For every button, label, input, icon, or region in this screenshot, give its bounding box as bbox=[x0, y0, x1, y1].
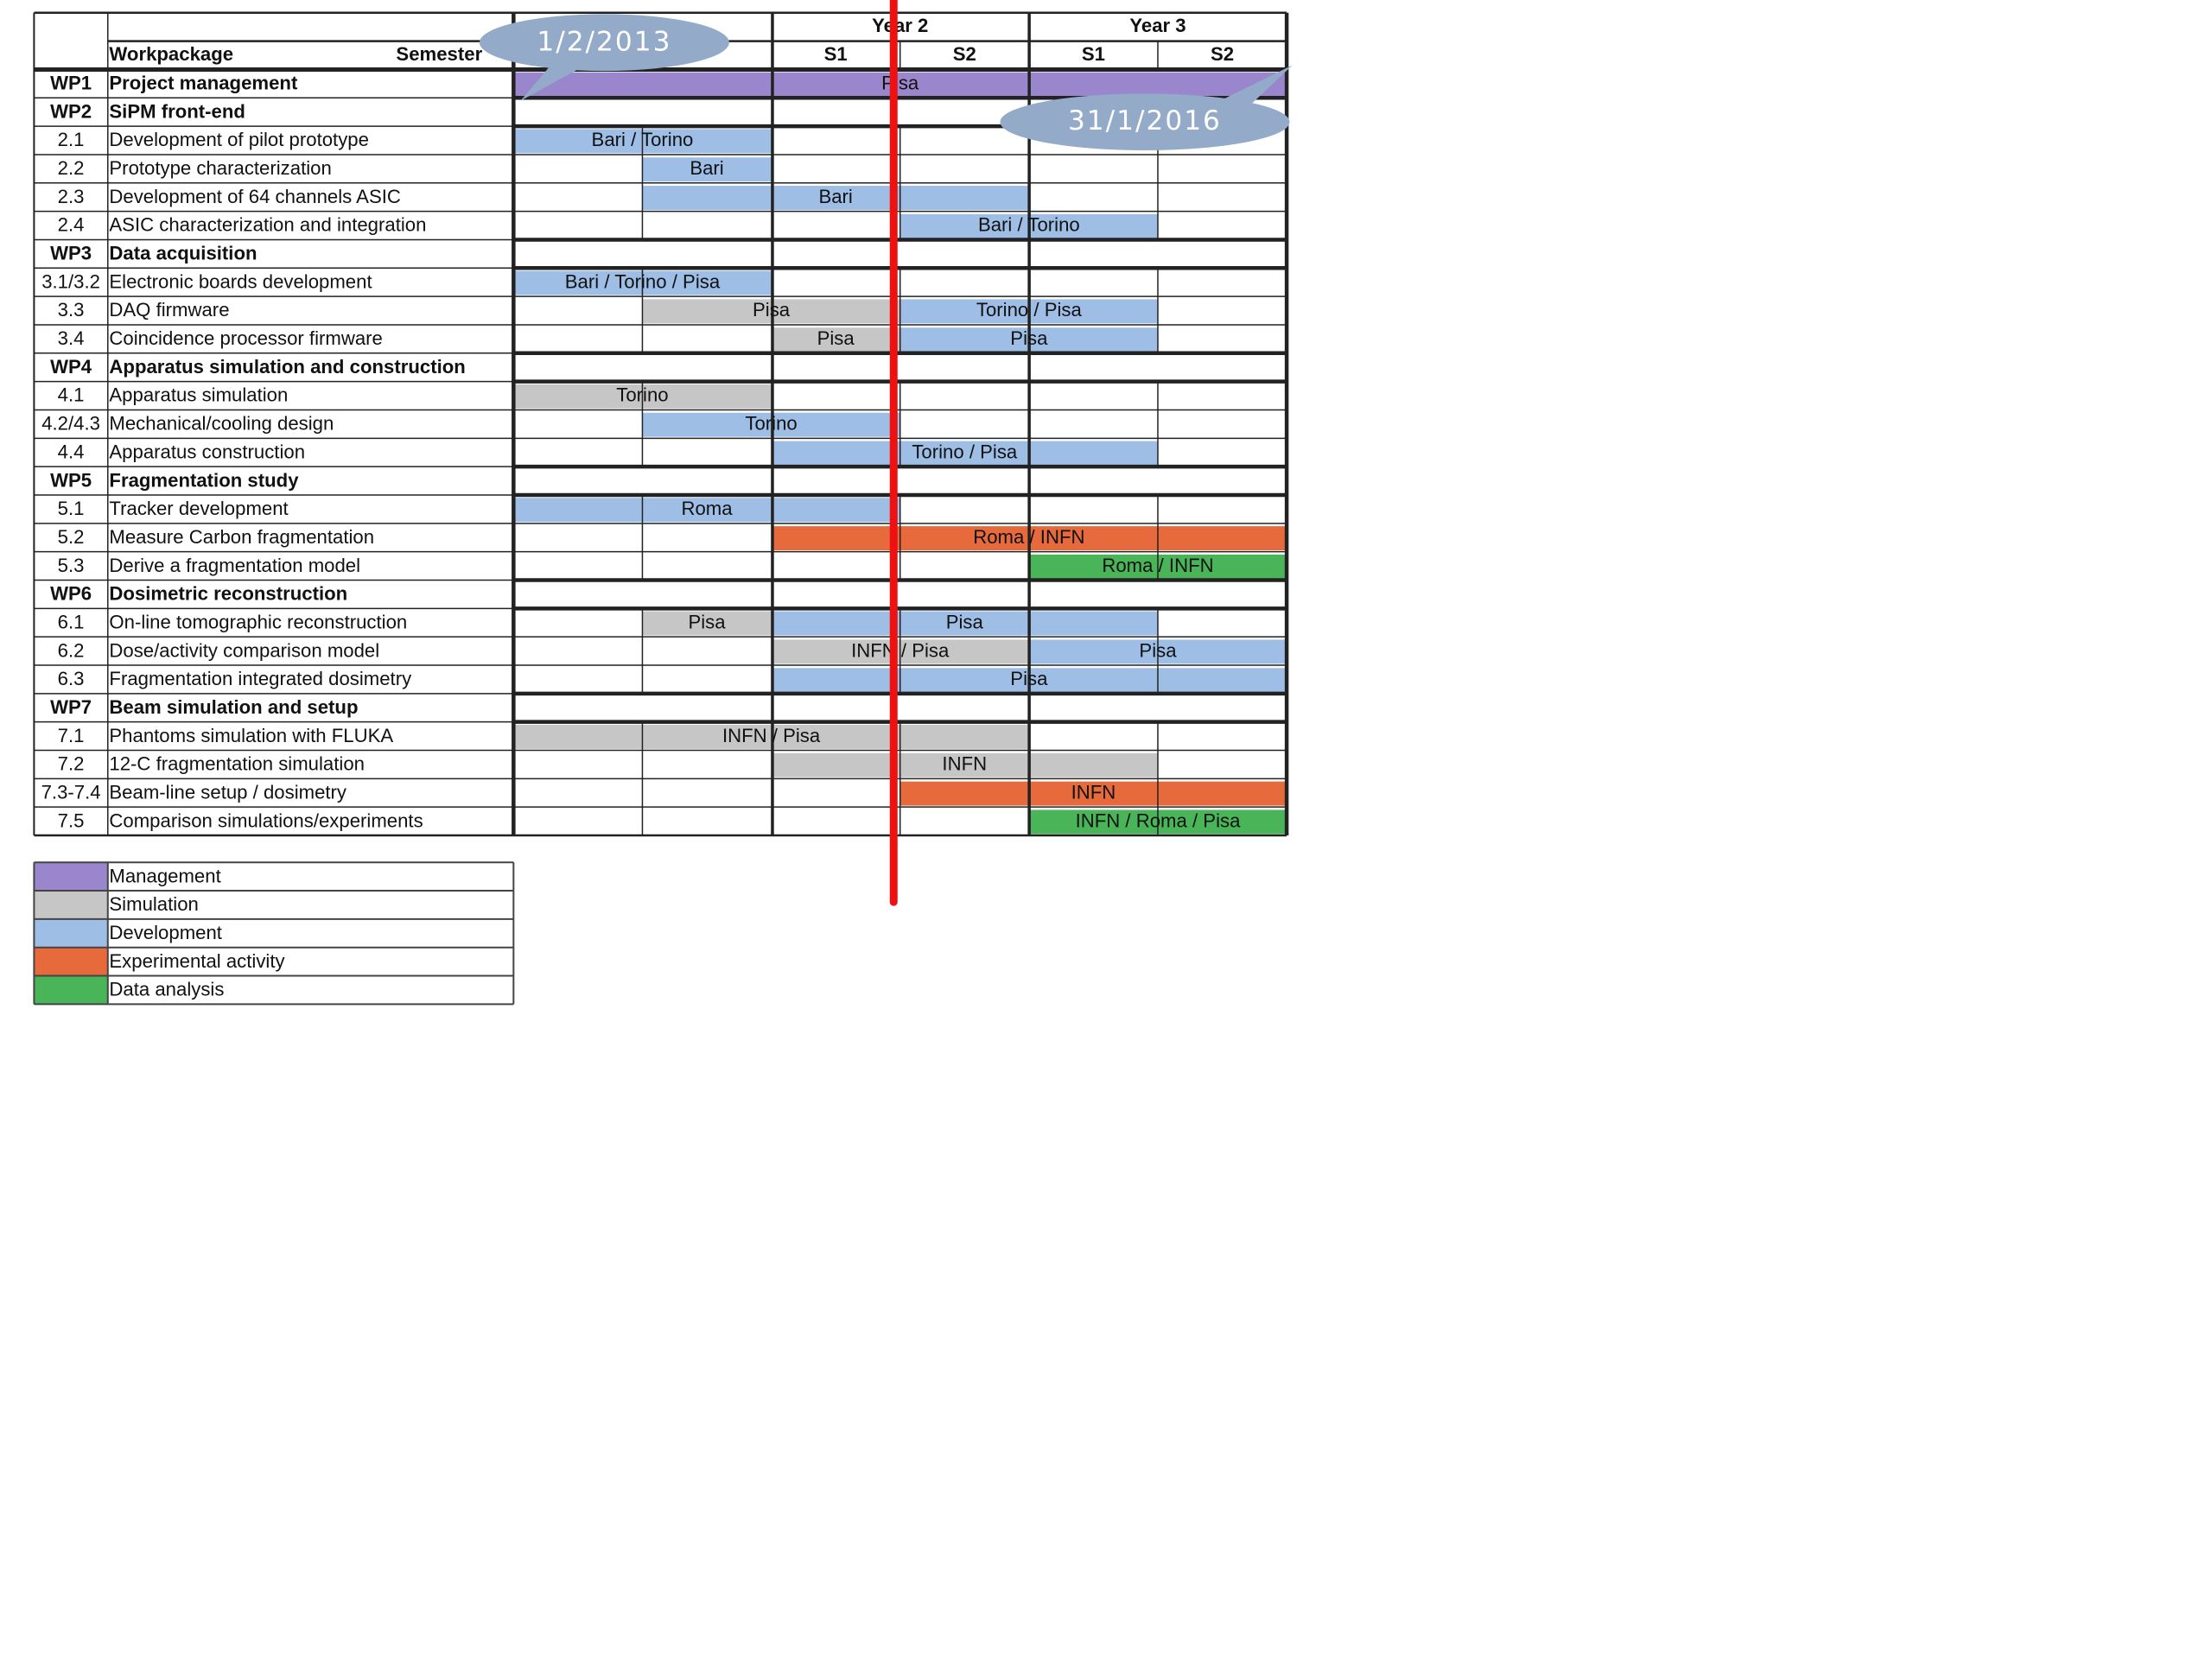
legend-label: Data analysis bbox=[109, 978, 225, 1000]
legend-label: Simulation bbox=[109, 893, 199, 916]
row-id: 5.3 bbox=[57, 554, 85, 576]
row-name: Fragmentation integrated dosimetry bbox=[109, 668, 412, 690]
row-id: 2.3 bbox=[57, 185, 85, 207]
row-name: Fragmentation study bbox=[109, 469, 299, 492]
row-id: 6.3 bbox=[57, 668, 85, 690]
legend-swatch-development bbox=[34, 919, 107, 948]
start-date-text: 1/2/2013 bbox=[537, 26, 672, 58]
bar-label: Pisa bbox=[881, 72, 919, 94]
legend-label: Experimental activity bbox=[109, 949, 285, 972]
semester-label: S2 bbox=[952, 42, 976, 65]
bar-label: Torino / Pisa bbox=[976, 299, 1082, 321]
row-name: Apparatus simulation bbox=[109, 384, 289, 406]
row-name: Apparatus simulation and construction bbox=[109, 355, 466, 378]
bar-label: Bari / Torino / Pisa bbox=[564, 270, 721, 293]
row-name: ASIC characterization and integration bbox=[109, 213, 427, 236]
bar-label: INFN / Pisa bbox=[851, 639, 950, 662]
legend-label: Development bbox=[109, 921, 222, 943]
bar-label: INFN / Roma / Pisa bbox=[1075, 809, 1241, 832]
row-name: Development of 64 channels ASIC bbox=[109, 185, 401, 207]
row-id: 4.2/4.3 bbox=[41, 412, 100, 435]
row-name: Prototype characterization bbox=[109, 157, 332, 180]
row-id: 7.5 bbox=[57, 809, 85, 832]
semester-label: S1 bbox=[823, 42, 848, 65]
bar-label: INFN bbox=[942, 752, 988, 775]
row-name: On-line tomographic reconstruction bbox=[109, 611, 408, 633]
row-id: WP3 bbox=[50, 242, 92, 264]
legend-swatch-management bbox=[34, 862, 107, 891]
legend-swatch-simulation bbox=[34, 891, 107, 919]
end-date-text: 31/1/2016 bbox=[1067, 105, 1222, 137]
workpackage-header: Workpackage bbox=[109, 42, 234, 65]
legend-label: Management bbox=[109, 865, 221, 887]
row-id: WP1 bbox=[50, 72, 92, 94]
row-name: DAQ firmware bbox=[109, 299, 230, 321]
row-name: Phantoms simulation with FLUKA bbox=[109, 724, 394, 746]
row-id: WP7 bbox=[50, 695, 92, 718]
row-id: 3.3 bbox=[57, 299, 85, 321]
year-label: Year 2 bbox=[872, 15, 929, 37]
year-label: Year 3 bbox=[1129, 15, 1186, 37]
row-id: WP2 bbox=[50, 100, 92, 123]
row-id: WP6 bbox=[50, 582, 92, 605]
row-id: 2.1 bbox=[57, 129, 85, 151]
bar-label: INFN bbox=[1071, 781, 1116, 803]
bar-label: Roma bbox=[681, 498, 733, 520]
row-name: Apparatus construction bbox=[109, 441, 306, 463]
row-id: 2.2 bbox=[57, 157, 85, 180]
row-id: 2.4 bbox=[57, 213, 85, 236]
row-name: Development of pilot prototype bbox=[109, 129, 369, 151]
bar-label: Pisa bbox=[1010, 668, 1048, 690]
row-id: WP4 bbox=[50, 355, 92, 378]
row-name: 12-C fragmentation simulation bbox=[109, 752, 365, 775]
row-name: Coincidence processor firmware bbox=[109, 327, 383, 350]
bar-label: Torino bbox=[616, 384, 669, 406]
row-name: Derive a fragmentation model bbox=[109, 554, 361, 576]
bar-label: Pisa bbox=[945, 611, 983, 633]
bar-label: Torino / Pisa bbox=[912, 441, 1018, 463]
row-id: 7.1 bbox=[57, 724, 85, 746]
row-id: WP5 bbox=[50, 469, 92, 492]
bar-label: Pisa bbox=[753, 299, 791, 321]
legend-swatch-analysis bbox=[34, 976, 107, 1005]
row-name: Dose/activity comparison model bbox=[109, 639, 380, 662]
row-id: 7.2 bbox=[57, 752, 85, 775]
bar-label: Torino bbox=[745, 412, 798, 435]
bar-label: Pisa bbox=[1139, 639, 1177, 662]
row-id: 6.1 bbox=[57, 611, 85, 633]
row-name: Electronic boards development bbox=[109, 270, 372, 293]
bar-label: Bari bbox=[690, 157, 724, 180]
row-name: Dosimetric reconstruction bbox=[109, 582, 348, 605]
row-id: 4.4 bbox=[57, 441, 85, 463]
bar-label: INFN / Pisa bbox=[721, 724, 821, 746]
row-name: Mechanical/cooling design bbox=[109, 412, 334, 435]
row-name: Beam simulation and setup bbox=[109, 695, 359, 718]
row-id: 4.1 bbox=[57, 384, 85, 406]
bar-label: Pisa bbox=[817, 327, 855, 350]
bar-label: Bari / Torino bbox=[977, 213, 1080, 236]
row-id: 5.1 bbox=[57, 498, 85, 520]
bar-label: Roma / INFN bbox=[973, 525, 1085, 548]
row-id: 6.2 bbox=[57, 639, 85, 662]
row-name: Comparison simulations/experiments bbox=[109, 809, 423, 832]
bar-label: Bari bbox=[818, 185, 853, 207]
bar-label: Pisa bbox=[688, 611, 726, 633]
row-id: 7.3-7.4 bbox=[41, 781, 101, 803]
semester-label: S1 bbox=[1081, 42, 1105, 65]
row-name: SiPM front-end bbox=[109, 100, 245, 123]
semester-header: Semester bbox=[396, 42, 483, 65]
bar-label: Pisa bbox=[1010, 327, 1048, 350]
semester-label: S2 bbox=[1210, 42, 1235, 65]
legend-swatch-experimental bbox=[34, 948, 107, 976]
row-id: 3.1/3.2 bbox=[41, 270, 100, 293]
bar-label: Roma / INFN bbox=[1102, 554, 1214, 576]
bar-label: Bari / Torino bbox=[591, 129, 694, 151]
row-name: Beam-line setup / dosimetry bbox=[109, 781, 347, 803]
row-id: 5.2 bbox=[57, 525, 85, 548]
row-name: Data acquisition bbox=[109, 242, 257, 264]
row-id: 3.4 bbox=[57, 327, 85, 350]
row-name: Project management bbox=[109, 72, 298, 94]
row-name: Tracker development bbox=[109, 498, 289, 520]
row-name: Measure Carbon fragmentation bbox=[109, 525, 375, 548]
